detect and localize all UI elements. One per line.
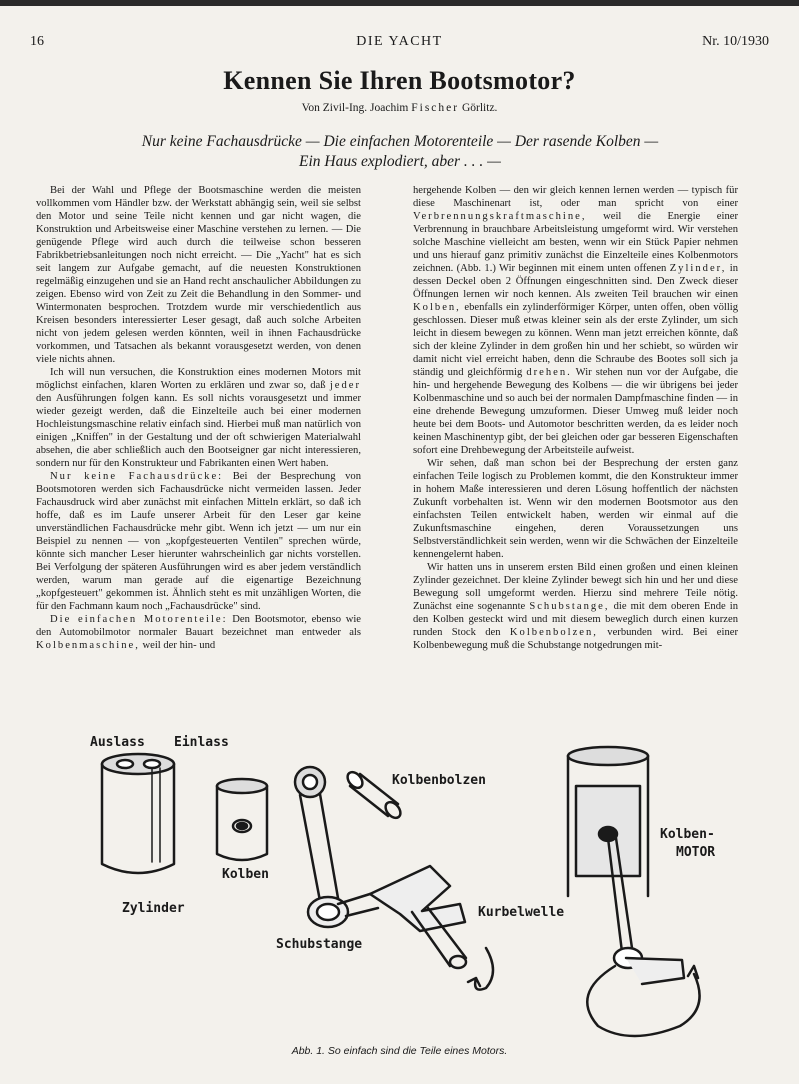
section-lead: Nur keine Fachausdrücke: xyxy=(50,471,224,482)
label-schubstange: Schubstange xyxy=(276,937,363,952)
label-kolben-motor-2: MOTOR xyxy=(676,845,716,860)
page-number: 16 xyxy=(30,34,44,49)
top-border xyxy=(0,0,799,6)
text-run: Wir hatten uns in unserem ersten Bild einen großen und einen kleinen Zylinder gezeichnet. Der kleine Zylinder bewegt sich hin und her und diese Bewegung soll umgeformt werden. Hierzu sind mehrere Teile nötig. Zunächst eine sogenannte xyxy=(413,562,738,612)
issue-number: Nr. 10/1930 xyxy=(702,34,769,49)
engine-parts-figure xyxy=(70,726,750,1038)
right-column xyxy=(413,184,738,652)
engine-parts-drawing xyxy=(70,726,750,1038)
spaced-word: Kolbenbolzen, xyxy=(509,627,598,638)
text-run: hergehende Kolben — den wir gleich kennen lernen werden — typisch für diese Maschinenart ist, oder man spricht von einer xyxy=(413,185,738,209)
text-run: Wir stehen nun vor der Aufgabe, die hin- und hergehende Bewegung des Kolbens — die wir übrigens bei jeder Kolbenmaschine und so auch bei der normalen Dampfmaschine finden — in eine drehende Bewegung umzuformen. Dieser Umweg muß leider noch heute bei dem Boots- und Automotor beschritten werden, da es leider noch keinen Maschinentyp gibt, der bei gleichen oder gar besseren Eigenschaften sofort eine Drehbewegung der Arbeitsteile aufweist. xyxy=(413,367,738,456)
byline xyxy=(0,102,799,114)
text-run: ebenfalls ein zylinderförmiger Körper, unten offen, oben völlig geschlossen. Dieser muß etwas kleiner sein als der erste Zylinder, um sich leicht in diesem bewegen zu können. Wenn man jetzt erreichen könnte, daß sich der kleine Zylinder in dem großen hin und her schiebt, so würden wir damit nicht viel erreicht haben, denn die Schraube des Bootes soll sich ja ständig und gleichförmig xyxy=(413,302,738,378)
label-kurbelwelle: Kurbelwelle xyxy=(478,905,565,920)
paragraph xyxy=(36,470,361,613)
subtitle-line-1: Nur keine Fachausdrücke — Die einfachen Motorenteile — Der rasende Kolben — xyxy=(141,133,659,150)
left-column xyxy=(36,184,361,652)
label-kolben-motor-1: Kolben- xyxy=(660,827,715,842)
paragraph xyxy=(413,184,738,457)
article-title: Kennen Sie Ihren Bootsmotor? xyxy=(223,66,576,95)
spaced-word: jeder xyxy=(329,380,361,391)
label-zylinder: Zylinder xyxy=(122,901,185,916)
crankshaft-drawing xyxy=(338,866,493,990)
byline-prefix: Von Zivil-Ing. Joachim xyxy=(301,102,409,114)
piston-drawing xyxy=(217,779,267,860)
text-run: verbunden wird. Bei einer Kolbenbewegung muß die Schubstange notgedrungen mit- xyxy=(413,627,738,651)
figure-caption: Abb. 1. So einfach sind die Teile eines Motors. xyxy=(291,1045,508,1057)
text-run: den Ausführungen folgen kann. Es soll nichts vorausgesetzt und immer wieder gezeigt werden, daß die Einzelteile auch bei einer modernen Hochleistungsmaschine relativ einfach sind. Hierbei muß man natürlich von einigen „Kniffen" in der Gestaltung und der oft schwierigen Materialwahl absehen, die aber schließlich auch den Bootseigner gar nicht interessieren, sondern nur für den Konstrukteur und Fabrikanten einen Wert haben. xyxy=(36,393,361,469)
paragraph xyxy=(36,613,361,652)
article-subtitle xyxy=(90,132,710,172)
text-run: Den Bootsmotor, ebenso wie den Automobilmotor normaler Bauart bezeichnet man entweder als xyxy=(36,614,361,638)
paragraph: Wir sehen, daß man schon bei der Besprechung der ersten ganz einfachen Teile logisch zu Problemen kommt, die den Konstrukteur immer in hohem Maße interessieren und deren Lösung hoffentlich der nächsten Zukunft vorbehalten ist. Wenn wir den modernen Bootsmotor aus den einfachsten Teilen entwickelt haben, werden wir einmal auf die Zukunftsmaschine eingehen, deren Voraussetzungen uns Selbstverständlichkeit sein werden, wenn wir die Schwächen der Einzelteile kennengelernt haben. xyxy=(413,458,738,560)
spaced-word: Zylinder, xyxy=(669,263,727,274)
text-run: in dessen Deckel oben 2 Öffnungen eingeschnitten sind. Den Zweck dieser Öffnungen lernen wir noch kennen. Als zweiten Teil brauchen wir einen xyxy=(413,263,739,300)
paragraph: Bei der Wahl und Pflege der Bootsmaschine werden die meisten vollkommen vom Händler bzw. der Werkstatt abhängig sein, weil sie selbst den Motor und seine Teile nicht kennen und gar nicht wagen, die Konstruktion und Arbeitsweise einer Maschine verstehen zu lernen. — Die genügende Pflege wird auch durch die teilweise schon besseren Fabrikbetriebsanleitungen noch nicht erreicht. — Die „Yacht" hat es sich seit langem zur Aufgabe gemacht, auf die neuesten Konstruktionen regelmäßig einzugehen und sie an Hand recht anschaulicher Abbildungen zu zeigen. Ebenso wird von Zeit zu Zeit die Behandlung in den Sommer- und Wintermonaten besprochen. Trotzdem wurde mir verschiedentlich aus Kreisen besonders interessierter Leser gesagt, daß auch solche Arbeiten nicht von jedem gelesen werden könnten, weil in ihnen Fachausdrücke vorkommen, und Tatsachen als bekannt vorausgesetzt werden, von denen viele nichts ahnen. xyxy=(36,185,361,365)
spaced-word: Verbrennungskraftmaschine, xyxy=(413,211,587,222)
label-kolbenbolzen: Kolbenbolzen xyxy=(392,773,486,788)
author-surname: Fischer xyxy=(411,102,460,114)
assembled-motor-drawing xyxy=(568,747,700,1036)
text-run: die mit dem oberen Ende in den Kolben gesteckt wird und mit diesem beweglich durch einen kurzen runden Stock den xyxy=(413,601,738,638)
text-run: weil der hin- und xyxy=(142,640,216,651)
paragraph xyxy=(36,366,361,470)
text-run: weil die Energie einer Verbrennung in brauchbare Arbeitsleistung umgeformt wird. Wir verstehen solche Maschine vielleicht am besten, wenn wir ein Stück Papier nehmen und uns hierauf ganz primitiv zunächst die Einzelteile eines Kolbenmotors zeichnen. (Abb. 1.) Wir beginnen mit einem unten offenen xyxy=(413,211,738,274)
cylinder-drawing xyxy=(102,754,174,873)
section-lead: Die einfachen Motorenteile: xyxy=(50,614,228,625)
text-run: Ich will nun versuchen, die Konstruktion eines modernen Motors mit möglichst einfachen, klaren Worten zu erklären und zwar so, daß xyxy=(36,367,361,391)
spaced-word: drehen. xyxy=(526,367,572,378)
running-header xyxy=(30,34,769,54)
magazine-title: DIE YACHT xyxy=(356,34,443,49)
label-einlass: Einlass xyxy=(174,735,229,750)
byline-city: Görlitz. xyxy=(461,102,498,114)
subtitle-line-2: Ein Haus explodiert, aber . . . — xyxy=(299,153,501,170)
spaced-word: Kolben, xyxy=(413,302,461,313)
text-run: Bei der Besprechung von Bootsmotoren werden sich Fachausdrücke nicht vermeiden lassen. Jeder Fachausdruck wird aber zunächst mit einfachen Mitteln erklärt, so daß ich hoffe, daß es im Laufe unserer Arbeit für den Leser gar keine unverständlichen Fachausdrücke mehr gibt. Wenn ich jetzt — um nur ein Beispiel zu nennen — von „kopfgesteuerten Ventilen" sprechen würde, könnte sich mancher Leser hierunter wahrscheinlich gar nichts vorstellen. Bei Verfolgung der späteren Ausführungen wird es aber jedem verständlich werden, warum man gerade auf die eigenartige Bezeichnung „kopfgesteuert" gekommen ist. Ähnlich steht es mit unzähligen Worten, die für den Fachmann kaum noch „Fachausdrücke" sind. xyxy=(36,471,361,612)
spaced-word: Schubstange, xyxy=(529,601,610,612)
paragraph xyxy=(413,561,738,652)
label-auslass: Auslass xyxy=(90,735,145,750)
label-kolben: Kolben xyxy=(222,867,269,882)
spaced-word: Kolbenmaschine, xyxy=(36,640,140,651)
